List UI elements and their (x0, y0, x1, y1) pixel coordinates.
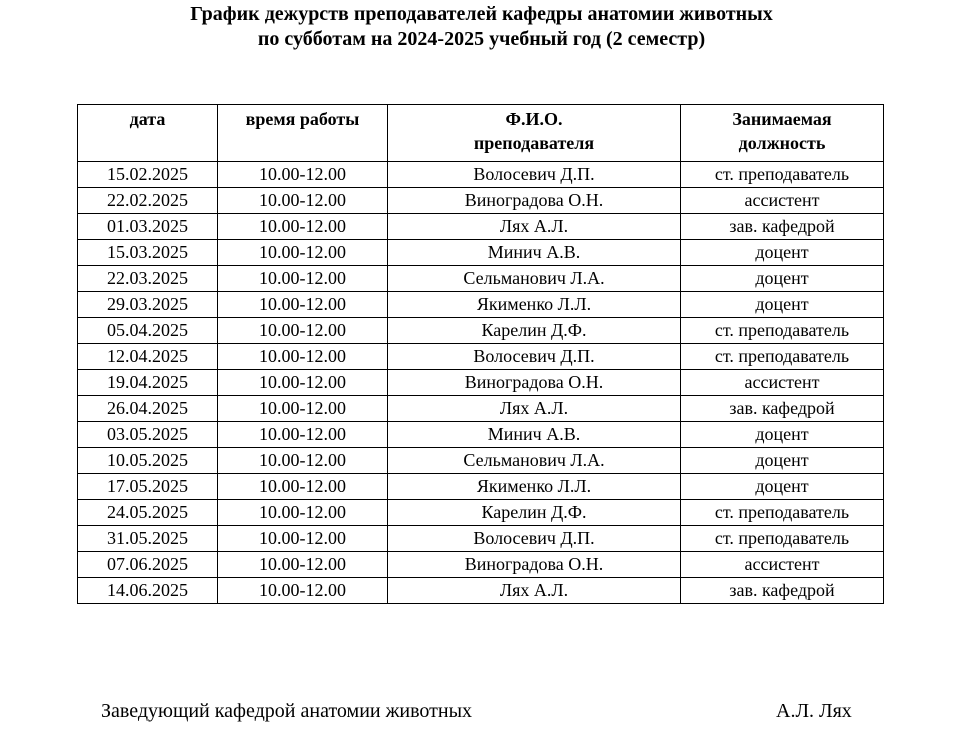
cell-position: доцент (681, 292, 884, 318)
cell-date: 15.02.2025 (78, 162, 218, 188)
table-row (78, 396, 884, 422)
cell-name: Сельманович Л.А. (388, 266, 681, 292)
cell-date: 12.04.2025 (78, 344, 218, 370)
cell-position: ассистент (681, 552, 884, 578)
table-row (78, 422, 884, 448)
cell-date: 22.03.2025 (78, 266, 218, 292)
header-name-line-1: Ф.И.О. (505, 109, 563, 129)
footer-role: Заведующий кафедрой анатомии животных (101, 700, 473, 722)
cell-time: 10.00-12.00 (218, 552, 388, 578)
cell-name: Минич А.В. (388, 422, 681, 448)
cell-name: Минич А.В. (388, 240, 681, 266)
table-row (78, 266, 884, 292)
cell-name: Виноградова О.Н. (388, 188, 681, 214)
cell-position: доцент (681, 474, 884, 500)
table-row (78, 162, 884, 188)
cell-position: ст. преподаватель (681, 318, 884, 344)
cell-position: ассистент (681, 370, 884, 396)
cell-position: зав. кафедрой (681, 396, 884, 422)
title-line-1: График дежурств преподавателей кафедры анатомии животных (190, 3, 773, 25)
cell-time: 10.00-12.00 (218, 396, 388, 422)
cell-time: 10.00-12.00 (218, 422, 388, 448)
cell-name: Виноградова О.Н. (388, 370, 681, 396)
cell-time: 10.00-12.00 (218, 162, 388, 188)
cell-time: 10.00-12.00 (218, 188, 388, 214)
cell-position: ст. преподаватель (681, 526, 884, 552)
cell-name: Лях А.Л. (388, 214, 681, 240)
table-row (78, 474, 884, 500)
cell-date: 17.05.2025 (78, 474, 218, 500)
cell-name: Волосевич Д.П. (388, 162, 681, 188)
cell-date: 01.03.2025 (78, 214, 218, 240)
cell-date: 03.05.2025 (78, 422, 218, 448)
cell-position: доцент (681, 422, 884, 448)
cell-position: зав. кафедрой (681, 578, 884, 604)
cell-date: 26.04.2025 (78, 396, 218, 422)
cell-name: Волосевич Д.П. (388, 526, 681, 552)
cell-time: 10.00-12.00 (218, 500, 388, 526)
cell-position: зав. кафедрой (681, 214, 884, 240)
duty-schedule-table (77, 104, 884, 604)
cell-position: ст. преподаватель (681, 344, 884, 370)
document-title (0, 2, 963, 52)
cell-date: 10.05.2025 (78, 448, 218, 474)
cell-time: 10.00-12.00 (218, 240, 388, 266)
cell-position: ассистент (681, 188, 884, 214)
cell-name: Лях А.Л. (388, 578, 681, 604)
cell-time: 10.00-12.00 (218, 214, 388, 240)
cell-name: Сельманович Л.А. (388, 448, 681, 474)
header-position-line-1: Занимаемая (732, 109, 832, 129)
cell-date: 14.06.2025 (78, 578, 218, 604)
cell-time: 10.00-12.00 (218, 292, 388, 318)
cell-time: 10.00-12.00 (218, 526, 388, 552)
cell-time: 10.00-12.00 (218, 578, 388, 604)
cell-position: доцент (681, 240, 884, 266)
table-row (78, 188, 884, 214)
cell-date: 22.02.2025 (78, 188, 218, 214)
cell-time: 10.00-12.00 (218, 318, 388, 344)
cell-name: Якименко Л.Л. (388, 474, 681, 500)
header-name (388, 105, 681, 162)
cell-time: 10.00-12.00 (218, 474, 388, 500)
table-row (78, 344, 884, 370)
cell-name: Лях А.Л. (388, 396, 681, 422)
cell-date: 31.05.2025 (78, 526, 218, 552)
table-row (78, 526, 884, 552)
cell-time: 10.00-12.00 (218, 448, 388, 474)
cell-position: ст. преподаватель (681, 162, 884, 188)
table-row (78, 448, 884, 474)
table-row (78, 578, 884, 604)
table-row (78, 318, 884, 344)
table-body (78, 162, 884, 604)
cell-name: Виноградова О.Н. (388, 552, 681, 578)
header-time: время работы (218, 105, 388, 162)
cell-name: Карелин Д.Ф. (388, 500, 681, 526)
header-date: дата (78, 105, 218, 162)
table-row (78, 292, 884, 318)
header-position (681, 105, 884, 162)
cell-position: ст. преподаватель (681, 500, 884, 526)
footer-signer: А.Л. Лях (776, 700, 852, 722)
header-position-line-2: должность (738, 133, 826, 153)
cell-date: 24.05.2025 (78, 500, 218, 526)
cell-position: доцент (681, 266, 884, 292)
cell-position: доцент (681, 448, 884, 474)
cell-date: 29.03.2025 (78, 292, 218, 318)
cell-time: 10.00-12.00 (218, 344, 388, 370)
cell-time: 10.00-12.00 (218, 370, 388, 396)
cell-date: 15.03.2025 (78, 240, 218, 266)
cell-time: 10.00-12.00 (218, 266, 388, 292)
cell-name: Якименко Л.Л. (388, 292, 681, 318)
table-row (78, 214, 884, 240)
table-row (78, 552, 884, 578)
cell-name: Карелин Д.Ф. (388, 318, 681, 344)
cell-date: 07.06.2025 (78, 552, 218, 578)
table-row (78, 370, 884, 396)
table-row (78, 240, 884, 266)
cell-name: Волосевич Д.П. (388, 344, 681, 370)
table-row (78, 500, 884, 526)
cell-date: 19.04.2025 (78, 370, 218, 396)
title-line-2: по субботам на 2024-2025 учебный год (2 семестр) (257, 28, 706, 50)
cell-date: 05.04.2025 (78, 318, 218, 344)
header-name-line-2: преподавателя (473, 133, 595, 153)
table-header-row (78, 105, 884, 162)
